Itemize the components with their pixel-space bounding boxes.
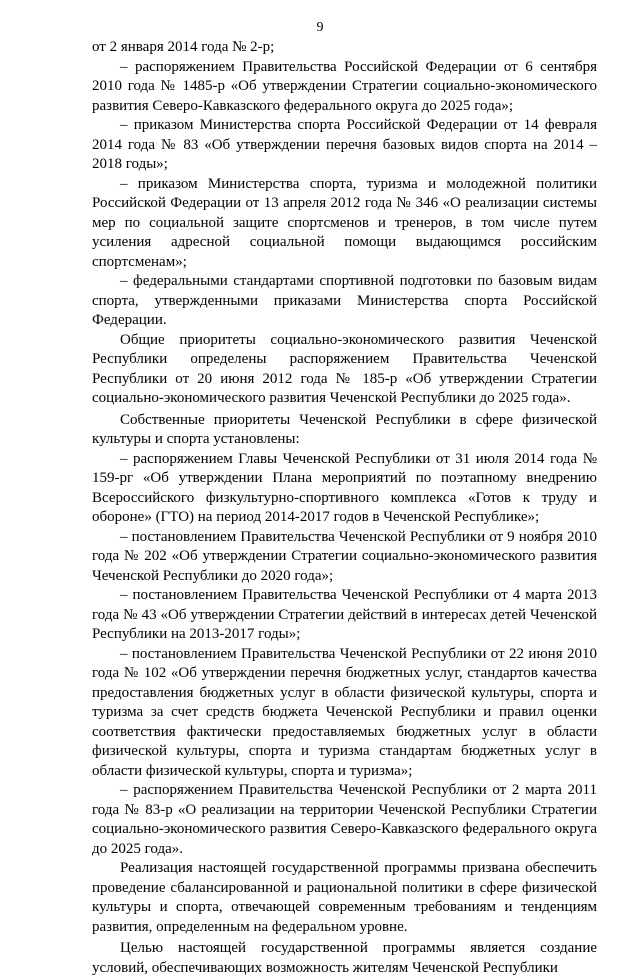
list-item-federal-order-1485: – распоряжением Правительства Российской Федерации от 6 сентября 2010 года № 1485-р «Об утверждении Стратегии социально-экономического развития Северо-Кавказского федерального округа до 2025 года»; <box>92 58 597 114</box>
list-item-sport-ministry-order-346: – приказом Министерства спорта, туризма и молодежной политики Российской Федерации от 13 апреля 2012 года № 346 «О реализации системы мер по социальной защите спортсменов и тренеров, в том числе путем усиления адресной социальной помощи выдающимся российским спортсменам»; <box>92 175 597 270</box>
list-item-resolution-202: – постановлением Правительства Чеченской Республики от 9 ноября 2010 года № 202 «Об утверждении Стратегии социально-экономического развития Чеченской Республики до 2020 года»; <box>92 528 597 584</box>
document-body <box>92 38 597 978</box>
paragraph-program-goal: Целью настоящей государственной программы является создание условий, обеспечивающих возможность жителям Чеченской Республики <box>92 940 597 976</box>
paragraph-program-implementation: Реализация настоящей государственной программы призвана обеспечить проведение сбалансированной и рациональной политики в сфере физической культуры и спорта, отвечающей современным требованиям и тенденциям развития, определенным на федеральном уровне. <box>92 860 597 935</box>
list-item-order-83: – распоряжением Правительства Чеченской Республики от 2 марта 2011 года № 83-р «О реализации на территории Чеченской Республики Стратегии социально-экономического развития Северо-Кавказского федерального округа до 2025 года». <box>92 782 597 857</box>
page-number: 9 <box>316 20 324 35</box>
paragraph-continuation: от 2 января 2014 года № 2-р; <box>92 39 275 55</box>
paragraph-own-priorities: Собственные приоритеты Чеченской Республики в сфере физической культуры и спорта установлены: <box>92 411 597 447</box>
list-item-federal-standards: – федеральными стандартами спортивной подготовки по базовым видам спорта, утвержденными приказами Министерства спорта Российской Федерации. <box>92 273 597 328</box>
list-item-head-order-159: – распоряжением Главы Чеченской Республики от 31 июля 2014 года № 159-рг «Об утверждении Плана мероприятий по поэтапному внедрению Всероссийского физкультурно-спортивного комплекса «Готов к труду и обороне» (ГТО) на период 2014-2017 годов в Чеченской Республике»; <box>92 450 597 525</box>
list-item-resolution-102: – постановлением Правительства Чеченской Республики от 22 июня 2010 года № 102 «Об утверждении перечня бюджетных услуг, стандартов качества предоставления бюджетных услуг в области физической культуры, спорта и туризма за счет средств бюджета Чеченской Республики и правил оценки соответствия фактически предоставляемых бюджетных услуг в области физической культуры, спорта и туризма стандартам бюджетных услуг в области физической культуры, спорта и туризма»; <box>92 645 597 779</box>
list-item-sport-ministry-order-83: – приказом Министерства спорта Российской Федерации от 14 февраля 2014 года № 83 «Об утверждении перечня базовых видов спорта на 2014 – 2018 годы»; <box>92 117 597 172</box>
paragraph-general-priorities: Общие приоритеты социально-экономического развития Чеченской Республики определены распоряжением Правительства Чеченской Республики от 20 июня 2012 года № 185-р «Об утверждении Стратегии социально-экономического развития Чеченской Республики до 2025 года». <box>92 331 597 406</box>
list-item-resolution-43: – постановлением Правительства Чеченской Республики от 4 марта 2013 года № 43 «Об утверждении Стратегии действий в интересах детей Чеченской Республики на 2013-2017 годы»; <box>92 587 597 642</box>
